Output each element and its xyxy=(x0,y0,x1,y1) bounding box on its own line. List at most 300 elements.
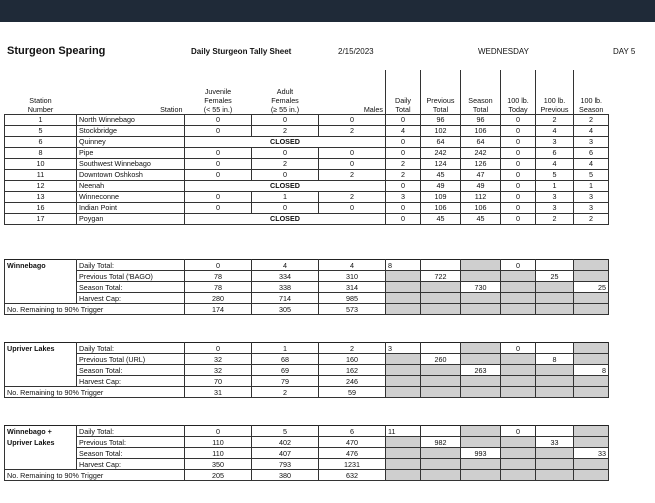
station-closed: CLOSED xyxy=(185,180,386,191)
row-label: Harvest Cap: xyxy=(77,293,185,304)
daily-total-blank xyxy=(386,271,421,282)
juvenile-females: 0 xyxy=(185,158,252,169)
previous-total-blank xyxy=(421,304,461,315)
season-total-blank xyxy=(461,437,501,448)
station-row xyxy=(5,202,609,213)
summary-row-previous-total xyxy=(5,437,609,448)
lb-season-blank xyxy=(574,304,609,315)
station-row xyxy=(5,147,609,158)
lb-previous: 33 xyxy=(536,437,574,448)
season-total: 47 xyxy=(461,169,501,180)
remaining-label: No. Remaining to 90% Trigger xyxy=(5,387,185,398)
males: 985 xyxy=(319,293,386,304)
previous-total: 96 xyxy=(421,114,461,125)
remaining-label: No. Remaining to 90% Trigger xyxy=(5,304,185,315)
previous-total: 260 xyxy=(421,354,461,365)
lb-season: 4 xyxy=(574,158,609,169)
season-total-blank xyxy=(461,293,501,304)
station-row xyxy=(5,180,609,191)
lb-previous-blank xyxy=(536,304,574,315)
males: 0 xyxy=(319,202,386,213)
males: 2 xyxy=(319,343,386,354)
daily-total-blank xyxy=(386,376,421,387)
lb-today: 0 xyxy=(501,114,536,125)
station-row xyxy=(5,114,609,125)
adult-females: 79 xyxy=(252,376,319,387)
males: 310 xyxy=(319,271,386,282)
season-total: 106 xyxy=(461,202,501,213)
region-label: Winnebago + xyxy=(5,426,77,437)
juvenile-females: 70 xyxy=(185,376,252,387)
lb-today-blank xyxy=(501,437,536,448)
region-label xyxy=(5,459,77,470)
males: 2 xyxy=(319,169,386,180)
juvenile-females: 31 xyxy=(185,387,252,398)
daily-total-blank xyxy=(386,470,421,481)
station-name: North Winnebago xyxy=(77,114,185,125)
lb-season-blank xyxy=(574,293,609,304)
males: 162 xyxy=(319,365,386,376)
lb-today: 0 xyxy=(501,202,536,213)
juvenile-females: 0 xyxy=(185,147,252,158)
adult-females: 338 xyxy=(252,282,319,293)
station-number: 5 xyxy=(5,125,77,136)
juvenile-females: 78 xyxy=(185,282,252,293)
lb-today: 0 xyxy=(501,260,536,271)
station-number: 6 xyxy=(5,136,77,147)
station-row xyxy=(5,125,609,136)
adult-females: 2 xyxy=(252,158,319,169)
lb-today: 0 xyxy=(501,169,536,180)
season-total: 993 xyxy=(461,448,501,459)
summary-row-daily-total xyxy=(5,426,609,437)
station-row xyxy=(5,136,609,147)
daily-total: 0 xyxy=(386,114,421,125)
daily-total: 2 xyxy=(386,169,421,180)
row-label: Season Total: xyxy=(77,448,185,459)
season-total: 64 xyxy=(461,136,501,147)
lb-today: 0 xyxy=(501,125,536,136)
previous-total: 45 xyxy=(421,169,461,180)
row-label: Previous Total (URL) xyxy=(77,354,185,365)
row-label: Previous Total: xyxy=(77,437,185,448)
season-total-blank xyxy=(461,343,501,354)
previous-total-blank xyxy=(421,282,461,293)
adult-females: 407 xyxy=(252,448,319,459)
row-label: Daily Total: xyxy=(77,260,185,271)
lb-today-blank xyxy=(501,354,536,365)
lb-previous: 5 xyxy=(536,169,574,180)
adult-females: 0 xyxy=(252,114,319,125)
juvenile-females: 0 xyxy=(185,343,252,354)
col-100lb-previous: 100 lb. Previous xyxy=(536,70,574,114)
previous-total-blank xyxy=(421,387,461,398)
daily-total: 0 xyxy=(386,202,421,213)
adult-females: 4 xyxy=(252,260,319,271)
season-total: 263 xyxy=(461,365,501,376)
region-label: Upriver Lakes xyxy=(5,437,77,448)
lb-season: 25 xyxy=(574,282,609,293)
lb-today: 0 xyxy=(501,213,536,224)
lb-previous: 6 xyxy=(536,147,574,158)
region-label xyxy=(5,282,77,293)
adult-females: 68 xyxy=(252,354,319,365)
lb-season: 2 xyxy=(574,114,609,125)
adult-females: 793 xyxy=(252,459,319,470)
page-title: Sturgeon Spearing xyxy=(7,45,106,57)
lb-season-blank xyxy=(574,271,609,282)
daily-total-blank xyxy=(386,354,421,365)
summary-row-harvest-cap xyxy=(5,376,609,387)
previous-total-blank xyxy=(421,426,461,437)
daily-total-blank xyxy=(386,448,421,459)
summary-combined xyxy=(4,425,609,481)
adult-females: 334 xyxy=(252,271,319,282)
summary-row-season-total xyxy=(5,448,609,459)
summary-row-season-total xyxy=(5,282,609,293)
tally-weekday: WEDNESDAY xyxy=(478,47,529,56)
col-adult-females: Adult Females (≥ 55 in.) xyxy=(270,86,300,114)
daily-total-blank xyxy=(386,293,421,304)
lb-season: 2 xyxy=(574,213,609,224)
col-daily-total: Daily Total xyxy=(386,70,421,114)
previous-total-blank xyxy=(421,343,461,354)
previous-total: 49 xyxy=(421,180,461,191)
previous-total: 102 xyxy=(421,125,461,136)
lb-previous: 3 xyxy=(536,136,574,147)
lb-previous-blank xyxy=(536,343,574,354)
row-label: Daily Total: xyxy=(77,426,185,437)
lb-today-blank xyxy=(501,470,536,481)
previous-total: 64 xyxy=(421,136,461,147)
station-name: Stockbridge xyxy=(77,125,185,136)
previous-total-blank xyxy=(421,376,461,387)
juvenile-females: 280 xyxy=(185,293,252,304)
season-total-blank xyxy=(461,459,501,470)
previous-total: 982 xyxy=(421,437,461,448)
lb-today: 0 xyxy=(501,136,536,147)
season-total: 106 xyxy=(461,125,501,136)
lb-today: 0 xyxy=(501,191,536,202)
lb-previous: 8 xyxy=(536,354,574,365)
lb-today: 0 xyxy=(501,343,536,354)
daily-total: 3 xyxy=(386,343,421,354)
season-total: 112 xyxy=(461,191,501,202)
season-total-blank xyxy=(461,304,501,315)
summary-row-remaining xyxy=(5,387,609,398)
previous-total-blank xyxy=(421,470,461,481)
juvenile-females: 110 xyxy=(185,448,252,459)
juvenile-females: 0 xyxy=(185,202,252,213)
males: 1231 xyxy=(319,459,386,470)
adult-females: 5 xyxy=(252,426,319,437)
daily-total: 0 xyxy=(386,147,421,158)
adult-females: 69 xyxy=(252,365,319,376)
previous-total-blank xyxy=(421,260,461,271)
lb-today-blank xyxy=(501,459,536,470)
col-previous-total: Previous Total xyxy=(421,70,461,114)
lb-today-blank xyxy=(501,293,536,304)
males: 59 xyxy=(319,387,386,398)
males: 0 xyxy=(319,114,386,125)
daily-total: 4 xyxy=(386,125,421,136)
lb-previous: 4 xyxy=(536,158,574,169)
males: 0 xyxy=(319,147,386,158)
summary-winnebago xyxy=(4,259,609,315)
lb-season: 3 xyxy=(574,136,609,147)
season-total-blank xyxy=(461,376,501,387)
summary-row-daily-total xyxy=(5,343,609,354)
station-name: Winneconne xyxy=(77,191,185,202)
lb-previous-blank xyxy=(536,376,574,387)
station-closed: CLOSED xyxy=(185,136,386,147)
previous-total: 109 xyxy=(421,191,461,202)
males: 246 xyxy=(319,376,386,387)
previous-total: 242 xyxy=(421,147,461,158)
season-total: 45 xyxy=(461,213,501,224)
lb-previous: 1 xyxy=(536,180,574,191)
daily-total-blank xyxy=(386,365,421,376)
summary-row-harvest-cap xyxy=(5,293,609,304)
previous-total-blank xyxy=(421,293,461,304)
region-label xyxy=(5,271,77,282)
adult-females: 714 xyxy=(252,293,319,304)
males: 632 xyxy=(319,470,386,481)
window-top-bar xyxy=(0,0,655,22)
lb-today-blank xyxy=(501,282,536,293)
lb-season: 1 xyxy=(574,180,609,191)
station-name: Quinney xyxy=(77,136,185,147)
lb-season-blank xyxy=(574,437,609,448)
daily-total: 0 xyxy=(386,213,421,224)
juvenile-females: 110 xyxy=(185,437,252,448)
sheet-title: Daily Sturgeon Tally Sheet xyxy=(191,47,292,56)
season-total-blank xyxy=(461,470,501,481)
adult-females: 1 xyxy=(252,191,319,202)
previous-total-blank xyxy=(421,448,461,459)
season-total: 126 xyxy=(461,158,501,169)
adult-females: 305 xyxy=(252,304,319,315)
station-number: 1 xyxy=(5,114,77,125)
station-name: Pipe xyxy=(77,147,185,158)
previous-total: 106 xyxy=(421,202,461,213)
lb-season: 3 xyxy=(574,191,609,202)
daily-total-blank xyxy=(386,304,421,315)
juvenile-females: 174 xyxy=(185,304,252,315)
season-total: 49 xyxy=(461,180,501,191)
juvenile-females: 32 xyxy=(185,354,252,365)
region-label: Upriver Lakes xyxy=(5,343,77,354)
col-station-number: Station Number xyxy=(27,95,54,114)
juvenile-females: 0 xyxy=(185,125,252,136)
juvenile-females: 0 xyxy=(185,114,252,125)
lb-previous-blank xyxy=(536,387,574,398)
lb-previous: 3 xyxy=(536,202,574,213)
juvenile-females: 0 xyxy=(185,260,252,271)
previous-total-blank xyxy=(421,365,461,376)
lb-season: 5 xyxy=(574,169,609,180)
lb-season: 8 xyxy=(574,365,609,376)
station-number: 12 xyxy=(5,180,77,191)
previous-total: 722 xyxy=(421,271,461,282)
males: 0 xyxy=(319,158,386,169)
juvenile-females: 0 xyxy=(185,191,252,202)
lb-season: 4 xyxy=(574,125,609,136)
col-100lb-today: 100 lb. Today xyxy=(501,70,536,114)
daily-total: 11 xyxy=(386,426,421,437)
lb-previous-blank xyxy=(536,426,574,437)
season-total-blank xyxy=(461,426,501,437)
lb-season: 33 xyxy=(574,448,609,459)
adult-females: 2 xyxy=(252,125,319,136)
col-station: Station xyxy=(160,104,183,114)
lb-season: 3 xyxy=(574,202,609,213)
lb-season-blank xyxy=(574,387,609,398)
station-number: 10 xyxy=(5,158,77,169)
previous-total-blank xyxy=(421,459,461,470)
season-total-blank xyxy=(461,387,501,398)
region-label xyxy=(5,376,77,387)
tally-date: 2/15/2023 xyxy=(338,47,374,56)
summary-row-remaining xyxy=(5,470,609,481)
station-number: 17 xyxy=(5,213,77,224)
males: 160 xyxy=(319,354,386,365)
region-label xyxy=(5,354,77,365)
summary-row-season-total xyxy=(5,365,609,376)
lb-today-blank xyxy=(501,271,536,282)
previous-total: 124 xyxy=(421,158,461,169)
lb-season-blank xyxy=(574,376,609,387)
region-label: Winnebago xyxy=(5,260,77,271)
males: 314 xyxy=(319,282,386,293)
lb-season: 6 xyxy=(574,147,609,158)
lb-previous-blank xyxy=(536,459,574,470)
juvenile-females: 0 xyxy=(185,426,252,437)
row-label: Season Total: xyxy=(77,365,185,376)
station-row xyxy=(5,169,609,180)
lb-previous-blank xyxy=(536,260,574,271)
summary-row-harvest-cap xyxy=(5,459,609,470)
season-total-blank xyxy=(461,271,501,282)
daily-total: 0 xyxy=(386,180,421,191)
row-label: Season Total: xyxy=(77,282,185,293)
row-label: Harvest Cap: xyxy=(77,459,185,470)
station-number: 16 xyxy=(5,202,77,213)
row-label: Harvest Cap: xyxy=(77,376,185,387)
station-row xyxy=(5,191,609,202)
station-row xyxy=(5,213,609,224)
season-total-blank xyxy=(461,260,501,271)
region-label xyxy=(5,448,77,459)
season-total: 242 xyxy=(461,147,501,158)
lb-today: 0 xyxy=(501,180,536,191)
col-males: Males xyxy=(363,104,383,114)
males: 4 xyxy=(319,260,386,271)
lb-today-blank xyxy=(501,448,536,459)
lb-season-blank xyxy=(574,426,609,437)
lb-previous-blank xyxy=(536,293,574,304)
adult-females: 1 xyxy=(252,343,319,354)
juvenile-females: 32 xyxy=(185,365,252,376)
daily-total-blank xyxy=(386,459,421,470)
daily-total: 0 xyxy=(386,136,421,147)
lb-previous: 25 xyxy=(536,271,574,282)
summary-row-previous-total xyxy=(5,271,609,282)
daily-total-blank xyxy=(386,437,421,448)
station-name: Indian Point xyxy=(77,202,185,213)
lb-previous-blank xyxy=(536,448,574,459)
remaining-label: No. Remaining to 90% Trigger xyxy=(5,470,185,481)
males: 573 xyxy=(319,304,386,315)
lb-today: 0 xyxy=(501,158,536,169)
males: 2 xyxy=(319,125,386,136)
juvenile-females: 78 xyxy=(185,271,252,282)
lb-today-blank xyxy=(501,376,536,387)
region-label xyxy=(5,293,77,304)
row-label: Daily Total: xyxy=(77,343,185,354)
lb-season-blank xyxy=(574,459,609,470)
lb-season-blank xyxy=(574,260,609,271)
station-row xyxy=(5,158,609,169)
season-total: 96 xyxy=(461,114,501,125)
males: 6 xyxy=(319,426,386,437)
juvenile-females: 205 xyxy=(185,470,252,481)
daily-total-blank xyxy=(386,387,421,398)
summary-upriver-lakes xyxy=(4,342,609,398)
tally-day: DAY 5 xyxy=(613,47,636,56)
adult-females: 380 xyxy=(252,470,319,481)
lb-previous-blank xyxy=(536,365,574,376)
lb-season-blank xyxy=(574,470,609,481)
males: 476 xyxy=(319,448,386,459)
column-header-row xyxy=(5,70,609,114)
region-label xyxy=(5,365,77,376)
station-name: Downtown Oshkosh xyxy=(77,169,185,180)
adult-females: 402 xyxy=(252,437,319,448)
lb-today: 0 xyxy=(501,426,536,437)
season-total: 730 xyxy=(461,282,501,293)
row-label: Previous Total ('BAGO) xyxy=(77,271,185,282)
lb-today-blank xyxy=(501,304,536,315)
summary-row-previous-total xyxy=(5,354,609,365)
daily-total: 8 xyxy=(386,260,421,271)
juvenile-females: 350 xyxy=(185,459,252,470)
season-total-blank xyxy=(461,354,501,365)
males: 470 xyxy=(319,437,386,448)
lb-previous: 2 xyxy=(536,114,574,125)
adult-females: 2 xyxy=(252,387,319,398)
males: 2 xyxy=(319,191,386,202)
juvenile-females: 0 xyxy=(185,169,252,180)
col-100lb-season: 100 lb. Season xyxy=(574,70,609,114)
lb-previous-blank xyxy=(536,282,574,293)
adult-females: 0 xyxy=(252,169,319,180)
lb-today-blank xyxy=(501,365,536,376)
lb-season-blank xyxy=(574,354,609,365)
lb-previous: 4 xyxy=(536,125,574,136)
station-name: Neenah xyxy=(77,180,185,191)
lb-today-blank xyxy=(501,387,536,398)
station-number: 11 xyxy=(5,169,77,180)
station-number: 13 xyxy=(5,191,77,202)
station-tally-table xyxy=(4,70,609,225)
lb-today: 0 xyxy=(501,147,536,158)
summary-row-daily-total xyxy=(5,260,609,271)
previous-total: 45 xyxy=(421,213,461,224)
summary-row-remaining xyxy=(5,304,609,315)
lb-season-blank xyxy=(574,343,609,354)
col-season-total: Season Total xyxy=(461,70,501,114)
